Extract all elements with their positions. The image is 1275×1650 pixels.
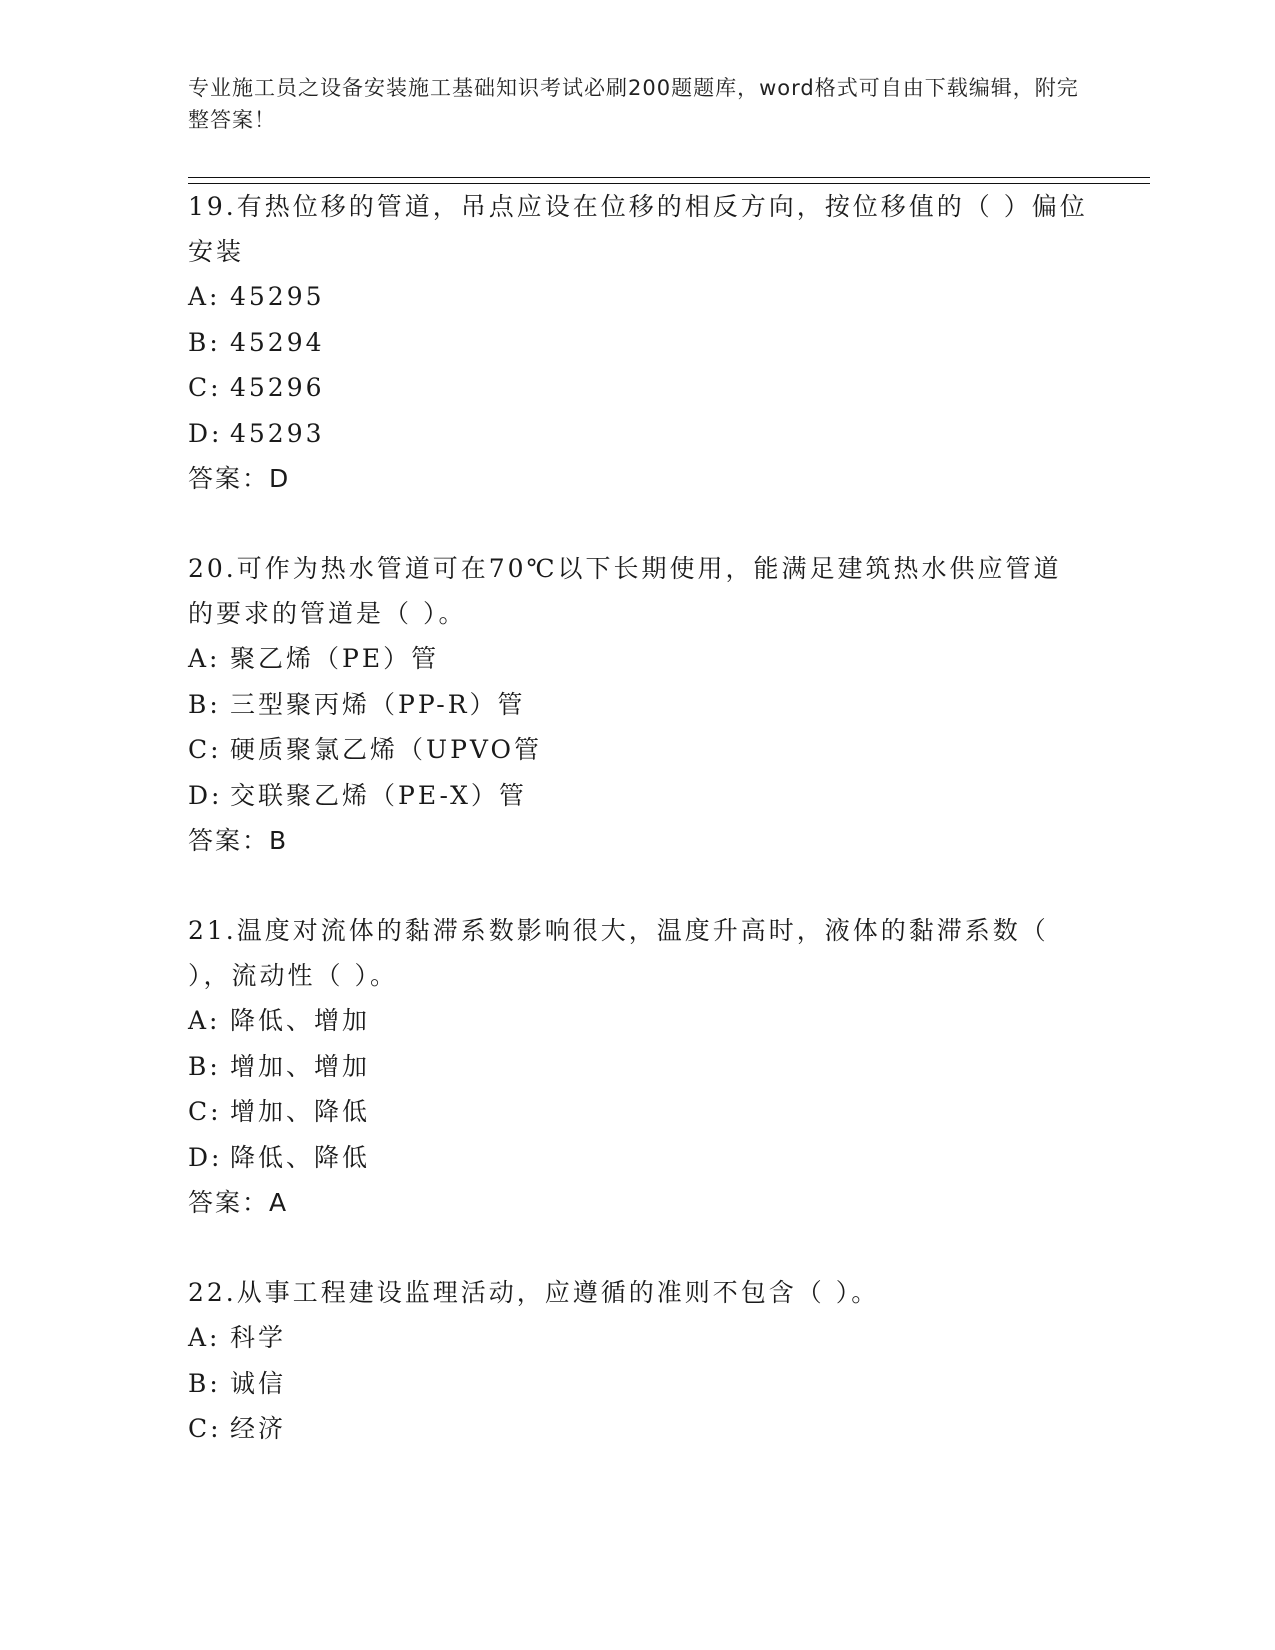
option-key: D:	[188, 418, 223, 448]
header-divider-top	[188, 177, 1150, 178]
option-d	[188, 411, 1088, 457]
option-a	[188, 1315, 1088, 1361]
question-stem: 22.从事工程建设监理活动，应遵循的准则不包含（ ）。	[188, 1278, 880, 1307]
option-c	[188, 365, 1088, 411]
option-b	[188, 682, 1088, 728]
option-a	[188, 274, 1088, 320]
question-22	[188, 1270, 1088, 1452]
option-text: 45293	[230, 418, 325, 448]
option-b	[188, 1044, 1088, 1090]
option-key: B:	[188, 1368, 221, 1398]
document-header: 专业施工员之设备安装施工基础知识考试必刷200题题库，word格式可自由下载编辑，附完整答案！	[188, 76, 1079, 132]
option-key: D:	[188, 1142, 223, 1172]
option-text: 经济	[230, 1414, 287, 1443]
answer: 答案：A	[188, 1188, 289, 1217]
option-key: C:	[188, 1097, 222, 1126]
option-text: 增加、降低	[230, 1097, 371, 1126]
option-text: 增加、增加	[230, 1051, 371, 1081]
option-text: 三型聚丙烯（PP-R）管	[230, 689, 526, 719]
question-stem: 19.有热位移的管道，吊点应设在位移的相反方向，按位移值的（ ）偏位安装	[188, 192, 1088, 266]
option-key: C:	[188, 373, 222, 402]
option-b	[188, 1361, 1088, 1407]
option-text: 硬质聚氯乙烯（UPVO管	[230, 735, 543, 764]
option-key: A:	[188, 282, 221, 311]
option-key: C:	[188, 735, 222, 764]
option-text: 交联聚乙烯（PE-X）管	[230, 780, 527, 810]
option-d	[188, 773, 1088, 819]
option-text: 科学	[230, 1323, 287, 1352]
option-key: D:	[188, 780, 223, 810]
option-key: A:	[188, 1006, 221, 1035]
option-text: 45294	[230, 327, 325, 357]
option-c	[188, 1406, 1088, 1452]
option-a	[188, 636, 1088, 682]
option-key: A:	[188, 1323, 221, 1352]
option-text: 45295	[230, 282, 325, 311]
option-key: C:	[188, 1414, 222, 1443]
option-a	[188, 998, 1088, 1044]
option-text: 降低、降低	[230, 1142, 371, 1172]
option-key: B:	[188, 327, 221, 357]
option-c	[188, 1089, 1088, 1135]
option-d	[188, 1135, 1088, 1181]
option-text: 45296	[230, 373, 325, 402]
option-key: B:	[188, 689, 221, 719]
option-key: B:	[188, 1051, 221, 1081]
option-key: A:	[188, 644, 221, 673]
question-stem: 20.可作为热水管道可在70℃以下长期使用，能满足建筑热水供应管道的要求的管道是（ ）。	[188, 554, 1062, 628]
option-b	[188, 320, 1088, 366]
option-c	[188, 727, 1088, 773]
question-20	[188, 546, 1088, 863]
answer: 答案：B	[188, 826, 289, 855]
question-21	[188, 908, 1088, 1225]
option-text: 诚信	[230, 1368, 287, 1398]
question-stem: 21.温度对流体的黏滞系数影响很大，温度升高时，液体的黏滞系数（ ），流动性（ ）。	[188, 916, 1049, 990]
option-text: 降低、增加	[230, 1006, 371, 1035]
option-text: 聚乙烯（PE）管	[230, 644, 440, 673]
answer: 答案：D	[188, 464, 291, 493]
question-19	[188, 184, 1088, 501]
